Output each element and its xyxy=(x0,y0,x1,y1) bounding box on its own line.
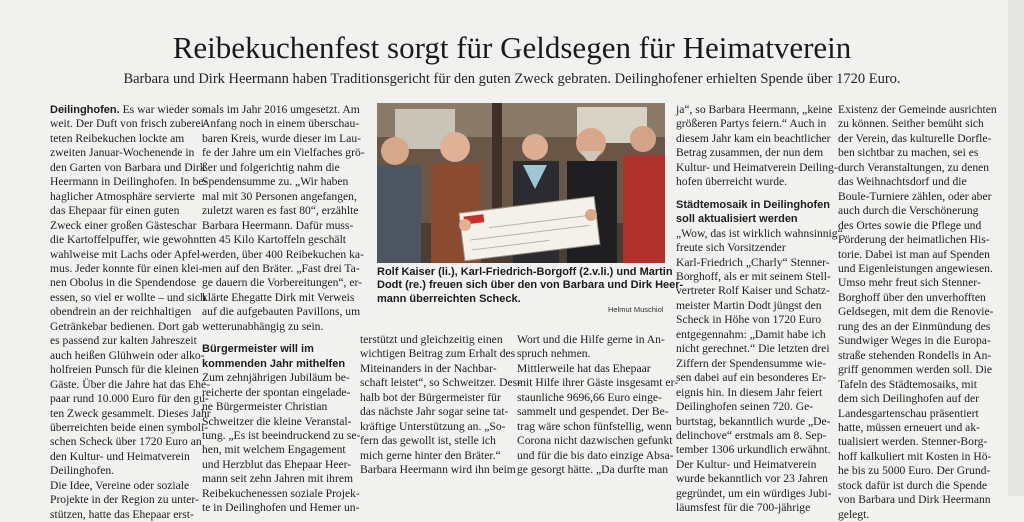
text-line: Barbara Heermann. Dafür muss- xyxy=(202,218,354,232)
text-line: fern das gewollt ist, stelle ich xyxy=(360,434,496,448)
text-line: reicherte der spontan eingelade- xyxy=(202,385,351,399)
text-line: freute sich Vorsitzender xyxy=(676,241,786,255)
section-subheading: kommenden Jahr mithelfen xyxy=(202,357,346,370)
text-line: Scheck in Höhe von 1720 Euro xyxy=(676,313,822,327)
text-line: holfreien Punsch für die kleinen xyxy=(50,363,199,377)
text-line: mus. Jeder konnte für einen klei- xyxy=(50,261,203,275)
text-line: und Eigenleistungen angewiesen. xyxy=(838,261,993,275)
text-line: obendrein an der reichhaltigen xyxy=(50,305,192,319)
text-line: nen Obolus in die Spendendose xyxy=(50,276,197,290)
text-line: essen, so viel er wollte – und sich xyxy=(50,290,206,304)
text-line: ten Zweck gesammelt. Dieses Jahr xyxy=(50,406,211,420)
text-line: Existenz der Gemeinde ausrichten xyxy=(838,103,997,116)
text-line: auf die aufgebauten Pavillons, um xyxy=(202,305,361,319)
text-line: es passend zur kalten Jahreszeit xyxy=(50,334,197,348)
text-line: mals im Jahr 2016 umgesetzt. Am xyxy=(202,103,360,116)
text-line: Karl-Friedrich „Charly“ Stenner- xyxy=(676,255,830,269)
text-line: ten 45 Kilo Kartoffeln geschält xyxy=(202,233,347,247)
text-line: meister Martin Dodt jüngst den xyxy=(676,298,822,312)
headline: Reibekuchenfest sorgt für Geldsegen für Heimatverein xyxy=(172,30,852,65)
text-line: Tafeln des Städtemosaiks, mit xyxy=(838,377,977,391)
text-line: mann seit zehn Jahren mit ihrem xyxy=(202,472,353,486)
text-line: Corona nicht dazwischen gefunkt xyxy=(517,434,673,448)
text-line: terstützt und gleichzeitig einen xyxy=(360,333,503,346)
text-line: tember 1306 urkundlich erwähnt. xyxy=(676,443,831,457)
text-line: auch heißen Glühwein oder alko- xyxy=(50,348,205,362)
text-line: Spendensumme zu. „Wir haben xyxy=(202,175,349,189)
text-line: des Ortes sowie die Pflege und xyxy=(838,218,982,232)
text-line: hoff kalkuliert mit Kosten in Hö- xyxy=(838,449,992,463)
text-line: Sundwiger Weges in die Europa- xyxy=(838,334,991,348)
text-line: Kultur- und Heimatverein Deiling- xyxy=(676,160,838,174)
text-line: klärte Ehegatte Dirk mit Verweis xyxy=(202,290,355,304)
text-line: schen Scheck über 1720 Euro an xyxy=(50,435,202,449)
section-subheading: Städtemosaik in Deilinghofen xyxy=(676,198,831,211)
text-line: Umso mehr freut sich Stenner- xyxy=(838,276,981,290)
text-line: torie. Dabei ist man auf Spenden xyxy=(838,247,990,261)
text-line: Ziffern der Spendensumme wie- xyxy=(676,356,827,370)
text-line: rung des an der Einmündung des xyxy=(838,319,991,333)
article-column-6 xyxy=(838,103,997,522)
text-line: Borghoff, als er mit seinem Stell- xyxy=(676,269,831,283)
text-line: wurde bekanntlich vor 23 Jahren xyxy=(676,472,828,486)
text-line: halb bot der Bürgermeister für xyxy=(360,390,501,404)
text-line: Die Idee, Vereine oder soziale xyxy=(50,478,190,492)
text-line: teten Reibekuchen lockte am xyxy=(50,131,185,145)
text-line: ben sichtbar zu machen, sei es xyxy=(838,146,979,160)
text-line: Geldsegen, mit dem die Renovie- xyxy=(838,305,994,319)
dateline-text: Es war wieder so- xyxy=(119,103,206,116)
text-line: überreichten beide einen symboli- xyxy=(50,420,209,434)
text-line: trag wäre schon fünfstellig, wenn xyxy=(517,419,672,433)
text-line: zuletzt waren es fast 80“, erzählte xyxy=(202,204,359,218)
text-line: Betrag zusammen, der nun dem xyxy=(676,146,824,160)
text-line: Deilinghofen seinen 720. Ge- xyxy=(676,400,814,414)
text-line: he bis zu 5000 Euro. Der Grund- xyxy=(838,464,991,478)
text-line: Projekte in der Region zu unter- xyxy=(50,493,199,507)
article-column-5 xyxy=(676,103,846,516)
text-line: wetterunabhängig zu sein. xyxy=(202,319,324,333)
text-line: den Kultur- und Heimatverein xyxy=(50,449,190,463)
text-line: auch durch die Verschönerung xyxy=(838,204,979,218)
text-line: Der Kultur- und Heimatverein xyxy=(676,457,817,471)
text-line: weit. Der Duft von frisch zuberei- xyxy=(50,117,208,131)
text-line: mann überreichten Scheck. xyxy=(377,292,521,305)
text-line: werden, über 400 Reibekuchen ka- xyxy=(202,247,364,261)
article-column-4 xyxy=(517,333,679,478)
text-line: zweiten Januar-Wochenende in xyxy=(50,146,195,160)
text-line: mal mit 30 Personen angefangen, xyxy=(202,189,357,203)
text-line: hen, mit welchem Engagement xyxy=(202,443,346,457)
text-line: durch Veranstaltungen, zu denen xyxy=(838,160,990,174)
text-line: schaft leistet“, so Schweitzer. Des- xyxy=(360,376,521,390)
text-line: Rolf Kaiser (li.), Karl-Friedrich-Borgoff (2.v.li.) und Martin xyxy=(377,266,673,278)
text-line: kräftige Unterstützung an. „So- xyxy=(360,419,506,433)
text-line: Anfang noch in einem überschau- xyxy=(202,117,360,131)
text-line: das Weihnachtsdorf und die xyxy=(838,175,967,189)
text-line: fe der Jahre um ein Vielfaches grö- xyxy=(202,146,365,160)
text-line: Deilinghofen. xyxy=(50,464,115,478)
page-edge xyxy=(1008,0,1024,496)
text-line: Wort und die Hilfe gerne in An- xyxy=(517,333,665,346)
text-line: tung. „Es ist beeindruckend zu se- xyxy=(202,428,361,442)
text-line: mich gerne hinter den Bräter.“ xyxy=(360,448,501,462)
text-line: tualisiert werden. Stenner-Borg- xyxy=(838,435,988,449)
text-line: ßer und folgerichtig nahm die xyxy=(202,160,340,174)
article-column-3 xyxy=(360,333,521,478)
text-line: delinchove“ erstmals am 8. Sep- xyxy=(676,428,827,442)
text-line: Schweitzer die kleine Veranstal- xyxy=(202,414,352,428)
text-line: diesem Jahr kam ein beachtlicher xyxy=(676,131,831,145)
text-line: größeren Partys feiern.“ Auch in xyxy=(676,117,827,131)
photo-caption xyxy=(377,266,684,306)
text-line: gelegt. xyxy=(838,507,870,521)
text-line: ja“, so Barbara Heermann, „keine xyxy=(676,103,833,116)
text-line: sammelt und gespendet. Der Be- xyxy=(517,405,669,419)
text-line: haglicher Atmosphäre servierte xyxy=(50,189,195,203)
text-line: von Barbara und Dirk Heermann xyxy=(838,493,991,507)
text-line: Gäste. Über die Jahre hat das Ehe- xyxy=(50,377,210,391)
text-line: men auf den Bräter. „Fast drei Ta- xyxy=(202,261,360,275)
text-line: den Garten von Barbara und Dirk xyxy=(50,160,206,174)
text-line: das nächste Jahr sogar seine tat- xyxy=(360,405,509,419)
text-line: straße stehenden Rondells in An- xyxy=(838,348,992,362)
article-column-2 xyxy=(202,103,365,516)
text-line: Landesgartenschau präsentiert xyxy=(838,406,979,420)
text-line: ne Bürgermeister Christian xyxy=(202,400,328,414)
text-line: und für die bis dato einzige Absa- xyxy=(517,448,674,462)
text-line: gegründet, um ein würdiges Jubi- xyxy=(676,486,832,500)
section-subheading: soll aktualisiert werden xyxy=(676,213,798,226)
text-line: die Kartoffelpuffer, wie gewohnt xyxy=(50,233,203,247)
text-line: Zweck einer großen Gästeschar xyxy=(50,218,197,232)
text-line: burtstag, bekanntlich wurde „De- xyxy=(676,414,831,428)
text-line: Förderung der heimatlichen His- xyxy=(838,233,990,247)
text-line: läumsfest für die 700-jährige xyxy=(676,501,811,515)
text-line: entgegennahm: „Damit habe ich xyxy=(676,327,826,341)
text-line: Mittlerweile hat das Ehepaar xyxy=(517,361,651,375)
text-line: dem sich Deilinghofen auf der xyxy=(838,392,980,406)
text-line: mit Hilfe ihrer Gäste insgesamt er- xyxy=(517,376,679,390)
spacer xyxy=(676,190,829,198)
news-photo xyxy=(377,103,665,263)
text-line: ge gesorgt hätte. „Da durfte man xyxy=(517,463,669,477)
section-subheading: Bürgermeister will im xyxy=(202,343,314,356)
text-line: sen dabei auf ein besonderes Er- xyxy=(676,371,827,385)
text-line: der Verein, das kulturelle Dorfle- xyxy=(838,131,992,145)
text-line: hofen überreicht wurde. xyxy=(676,175,788,189)
text-line: paar rund 10.000 Euro für den gu- xyxy=(50,392,209,406)
text-line: Dodt (re.) freuen sich über den von Barbara und Dirk Heer- xyxy=(377,279,684,292)
text-line: stock dafür ist durch die Spende xyxy=(838,478,988,492)
text-line: eignis hin. In diesem Jahr feiert xyxy=(676,385,823,399)
text-line: baren Kreis, wurde dieser im Lau- xyxy=(202,131,362,145)
text-line: Reibekuchenessen soziale Projek- xyxy=(202,486,360,500)
text-line: und Herzblut das Ehepaar Heer- xyxy=(202,457,352,471)
text-line: vertreter Rolf Kaiser und Schatz- xyxy=(676,284,830,298)
text-line: spruch nehmen. xyxy=(517,347,591,361)
text-line xyxy=(50,103,206,117)
photo-illustration xyxy=(377,103,665,263)
text-line: das Ehepaar für einen guten xyxy=(50,204,180,218)
text-line: staunliche 9696,66 Euro einge- xyxy=(517,390,662,404)
article-column-1 xyxy=(50,103,211,522)
text-line: ge dauern die Vorbereitungen“, er- xyxy=(202,276,362,290)
subheadline: Barbara und Dirk Heermann haben Traditionsgericht für den guten Zweck gebraten. Deilinghofener erhielten Spende über 1720 Euro. xyxy=(123,71,901,87)
text-line: stützen, hatte das Ehepaar erst- xyxy=(50,507,194,521)
text-line: Boule-Turniere zählen, oder aber xyxy=(838,189,992,203)
text-line: Barbara Heermann wird ihn beim xyxy=(360,463,516,477)
spacer xyxy=(202,334,355,342)
text-line: Zum zehnjährigen Jubiläum be- xyxy=(202,371,350,385)
text-line: te in Deilinghofen und Hemer un- xyxy=(202,501,360,515)
text-line: wichtigen Beitrag zum Erhalt des xyxy=(360,347,516,361)
text-line: hatte, müssen erneuert und ak- xyxy=(838,420,980,434)
text-line: Borghoff über den unverhofften xyxy=(838,290,986,304)
text-line: Miteinanders in der Nachbar- xyxy=(360,361,497,375)
photo-credit: Helmut Muschiol xyxy=(608,305,664,314)
text-line: „Wow, das ist wirklich wahnsinnig“, xyxy=(676,226,846,240)
text-line: griff genommen werden soll. Die xyxy=(838,363,993,377)
text-line: nicht gerechnet.“ Die letzten drei xyxy=(676,342,830,356)
text-line: wahlweise mit Lachs oder Apfel- xyxy=(50,247,204,261)
dateline: Deilinghofen. xyxy=(50,104,120,116)
text-line: Heermann in Deilinghofen. In be- xyxy=(50,175,208,189)
text-line: zu können. Seither bemüht sich xyxy=(838,117,984,131)
text-line: Getränkebar bedienen. Dort gab xyxy=(50,319,199,333)
